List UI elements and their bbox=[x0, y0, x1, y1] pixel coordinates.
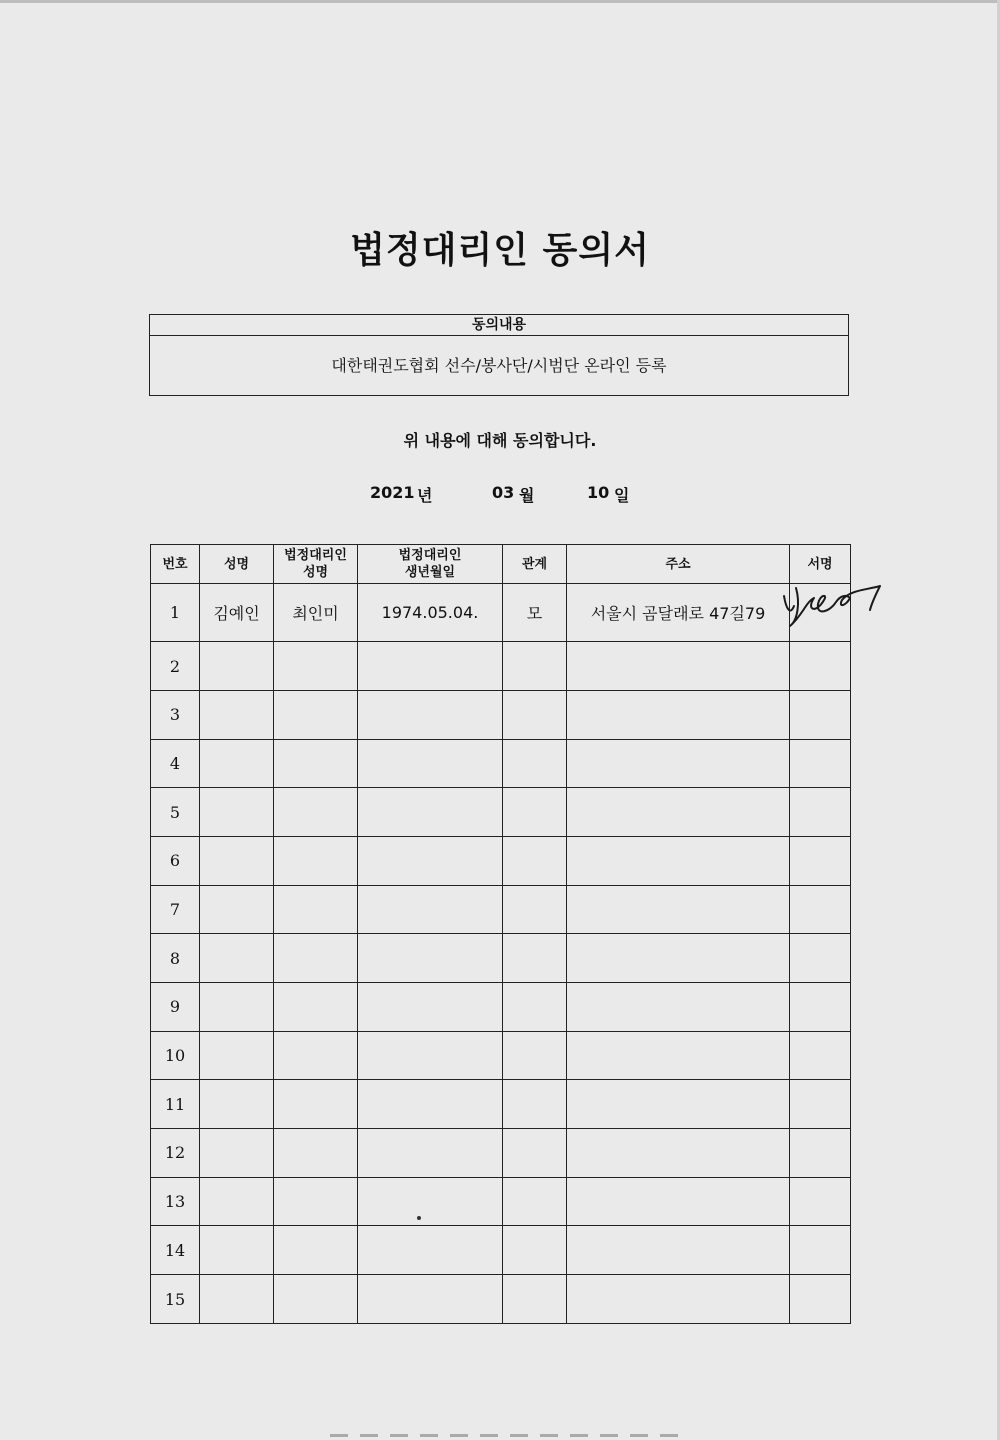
date-day-unit: 일 bbox=[614, 486, 630, 505]
cell-guardian-name bbox=[274, 837, 358, 886]
cell-name bbox=[200, 691, 274, 740]
scan-edge-top bbox=[0, 0, 1000, 3]
cell-guardian-name bbox=[274, 1080, 358, 1129]
cell-number: 12 bbox=[151, 1129, 200, 1178]
cell-relation bbox=[503, 1177, 567, 1226]
cell-address bbox=[567, 983, 790, 1032]
cell-name bbox=[200, 983, 274, 1032]
cell-number: 3 bbox=[151, 691, 200, 740]
cell-address bbox=[567, 1031, 790, 1080]
header-guardian-birth-line1: 법정대리인 bbox=[398, 548, 462, 563]
cell-guardian-name bbox=[274, 1177, 358, 1226]
cell-name bbox=[200, 642, 274, 691]
cell-relation bbox=[503, 1080, 567, 1129]
document-title: 법정대리인 동의서 bbox=[350, 230, 650, 271]
cell-guardian-birth bbox=[358, 1275, 503, 1324]
table-header-row bbox=[151, 545, 851, 584]
cell-guardian-birth bbox=[358, 739, 503, 788]
scan-bottom-smudge bbox=[330, 1434, 690, 1437]
date-year: 2021 bbox=[370, 483, 415, 502]
cell-relation bbox=[503, 1226, 567, 1275]
cell-relation bbox=[503, 788, 567, 837]
header-guardian-birth bbox=[358, 545, 503, 584]
table-row bbox=[151, 642, 851, 691]
header-signature: 서명 bbox=[790, 545, 851, 584]
cell-guardian-name bbox=[274, 885, 358, 934]
cell-signature bbox=[790, 1031, 851, 1080]
cell-address: 서울시 곰달래로 47길79 bbox=[567, 584, 790, 642]
cell-guardian-birth bbox=[358, 983, 503, 1032]
header-address: 주소 bbox=[567, 545, 790, 584]
header-guardian-birth-line2: 생년월일 bbox=[404, 565, 456, 580]
cell-guardian-birth bbox=[358, 788, 503, 837]
cell-signature bbox=[790, 788, 851, 837]
cell-address bbox=[567, 1129, 790, 1178]
table-row bbox=[151, 934, 851, 983]
header-name: 성명 bbox=[200, 545, 274, 584]
cell-guardian-name bbox=[274, 1226, 358, 1275]
date-day: 10 bbox=[587, 483, 610, 502]
cell-address bbox=[567, 739, 790, 788]
cell-number: 15 bbox=[151, 1275, 200, 1324]
table-row bbox=[151, 1226, 851, 1275]
cell-guardian-name bbox=[274, 1275, 358, 1324]
cell-signature bbox=[790, 1275, 851, 1324]
cell-name bbox=[200, 739, 274, 788]
cell-number: 13 bbox=[151, 1177, 200, 1226]
cell-address bbox=[567, 934, 790, 983]
table-row bbox=[151, 1080, 851, 1129]
consent-box bbox=[149, 314, 849, 396]
signature-icon bbox=[776, 576, 886, 632]
cell-signature bbox=[790, 691, 851, 740]
cell-relation bbox=[503, 1031, 567, 1080]
table-row bbox=[151, 584, 851, 642]
cell-signature bbox=[790, 642, 851, 691]
cell-name bbox=[200, 837, 274, 886]
cell-address bbox=[567, 642, 790, 691]
cell-signature bbox=[790, 1080, 851, 1129]
cell-relation bbox=[503, 885, 567, 934]
header-number: 번호 bbox=[151, 545, 200, 584]
cell-guardian-birth: 1974.05.04. bbox=[358, 584, 503, 642]
cell-number: 14 bbox=[151, 1226, 200, 1275]
cell-signature bbox=[790, 885, 851, 934]
table-row bbox=[151, 837, 851, 886]
cell-signature bbox=[790, 584, 851, 642]
cell-guardian-name bbox=[274, 934, 358, 983]
cell-guardian-name bbox=[274, 983, 358, 1032]
header-guardian-name-line2: 성명 bbox=[302, 565, 329, 580]
cell-address bbox=[567, 691, 790, 740]
ink-dot bbox=[417, 1216, 421, 1220]
cell-name bbox=[200, 934, 274, 983]
cell-guardian-birth bbox=[358, 691, 503, 740]
table-row bbox=[151, 788, 851, 837]
table-row bbox=[151, 739, 851, 788]
cell-name bbox=[200, 1275, 274, 1324]
cell-signature bbox=[790, 934, 851, 983]
cell-number: 9 bbox=[151, 983, 200, 1032]
cell-name: 김예인 bbox=[200, 584, 274, 642]
cell-signature bbox=[790, 1129, 851, 1178]
cell-guardian-birth bbox=[358, 1226, 503, 1275]
cell-relation bbox=[503, 934, 567, 983]
table-row bbox=[151, 691, 851, 740]
table-row bbox=[151, 983, 851, 1032]
header-guardian-name bbox=[274, 545, 358, 584]
cell-guardian-name: 최인미 bbox=[274, 584, 358, 642]
cell-name bbox=[200, 1031, 274, 1080]
cell-number: 7 bbox=[151, 885, 200, 934]
cell-name bbox=[200, 788, 274, 837]
consent-body: 대한태권도협회 선수/봉사단/시범단 온라인 등록 bbox=[331, 356, 667, 375]
cell-guardian-name bbox=[274, 691, 358, 740]
cell-signature bbox=[790, 983, 851, 1032]
cell-guardian-name bbox=[274, 788, 358, 837]
consent-header: 동의내용 bbox=[150, 315, 848, 336]
cell-address bbox=[567, 788, 790, 837]
cell-guardian-birth bbox=[358, 885, 503, 934]
table-row bbox=[151, 1177, 851, 1226]
cell-number: 1 bbox=[151, 584, 200, 642]
header-guardian-name-line1: 법정대리인 bbox=[284, 548, 347, 563]
agreement-statement: 위 내용에 대해 동의합니다. bbox=[403, 431, 597, 450]
cell-name bbox=[200, 1080, 274, 1129]
cell-relation bbox=[503, 983, 567, 1032]
cell-number: 10 bbox=[151, 1031, 200, 1080]
cell-relation bbox=[503, 642, 567, 691]
cell-guardian-birth bbox=[358, 1031, 503, 1080]
cell-guardian-name bbox=[274, 1129, 358, 1178]
table-row bbox=[151, 885, 851, 934]
cell-guardian-birth bbox=[358, 1129, 503, 1178]
cell-number: 4 bbox=[151, 739, 200, 788]
cell-number: 2 bbox=[151, 642, 200, 691]
cell-signature bbox=[790, 1226, 851, 1275]
date-year-unit: 년 bbox=[417, 486, 433, 505]
cell-name bbox=[200, 1129, 274, 1178]
cell-relation bbox=[503, 837, 567, 886]
cell-address bbox=[567, 1275, 790, 1324]
cell-guardian-birth bbox=[358, 1177, 503, 1226]
cell-number: 11 bbox=[151, 1080, 200, 1129]
table-row bbox=[151, 1031, 851, 1080]
cell-address bbox=[567, 837, 790, 886]
cell-guardian-name bbox=[274, 739, 358, 788]
cell-number: 6 bbox=[151, 837, 200, 886]
cell-relation bbox=[503, 691, 567, 740]
cell-number: 5 bbox=[151, 788, 200, 837]
date-month: 03 bbox=[492, 483, 515, 502]
cell-number: 8 bbox=[151, 934, 200, 983]
cell-guardian-name bbox=[274, 1031, 358, 1080]
cell-address bbox=[567, 1177, 790, 1226]
cell-address bbox=[567, 885, 790, 934]
cell-guardian-birth bbox=[358, 837, 503, 886]
cell-name bbox=[200, 885, 274, 934]
cell-address bbox=[567, 1080, 790, 1129]
header-relation: 관계 bbox=[503, 545, 567, 584]
cell-relation bbox=[503, 1275, 567, 1324]
cell-name bbox=[200, 1226, 274, 1275]
cell-signature bbox=[790, 739, 851, 788]
cell-guardian-birth bbox=[358, 934, 503, 983]
table-row bbox=[151, 1129, 851, 1178]
cell-guardian-birth bbox=[358, 1080, 503, 1129]
cell-name bbox=[200, 1177, 274, 1226]
cell-signature bbox=[790, 1177, 851, 1226]
registration-table bbox=[150, 544, 851, 1324]
cell-guardian-name bbox=[274, 642, 358, 691]
cell-signature bbox=[790, 837, 851, 886]
cell-guardian-birth bbox=[358, 642, 503, 691]
cell-relation: 모 bbox=[503, 584, 567, 642]
cell-relation bbox=[503, 739, 567, 788]
cell-relation bbox=[503, 1129, 567, 1178]
cell-address bbox=[567, 1226, 790, 1275]
table-row bbox=[151, 1275, 851, 1324]
date-month-unit: 월 bbox=[519, 486, 535, 505]
